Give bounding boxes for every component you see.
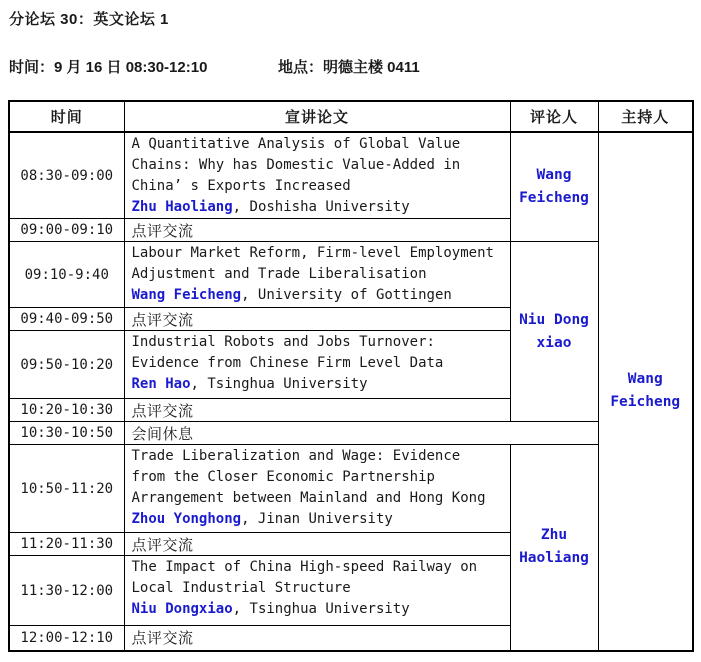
discussant-cell: Wang Feicheng [510,132,598,242]
time-cell: 11:30-12:00 [9,556,124,626]
paper-author: Zhu Haoliang [131,199,233,215]
col-header-papers: 宣讲论文 [124,101,510,132]
discussion-label-cell: 点评交流 [124,219,510,242]
schedule-table [8,100,694,652]
time-cell: 10:20-10:30 [9,399,124,422]
col-header-chair: 主持人 [598,101,693,132]
time-cell: 12:00-12:10 [9,626,124,651]
col-header-discussant: 评论人 [510,101,598,132]
table-row [9,132,693,219]
paper-title-line: Chains: Why has Domestic Value-Added in [131,157,461,173]
discussant-cell: Zhu Haoliang [510,445,598,651]
paper-author-line [132,285,508,306]
paper-title-line: Local Industrial Structure [131,580,351,596]
col-header-time: 时间 [9,101,124,132]
paper-title-line: A Quantitative Analysis of Global Value [131,136,461,152]
time-cell: 08:30-09:00 [9,132,124,219]
time-cell: 09:10-9:40 [9,242,124,308]
time-cell: 10:50-11:20 [9,445,124,533]
header-row [9,101,693,132]
paper-title-line: Industrial Robots and Jobs Turnover: [131,334,435,350]
paper-cell [124,242,510,308]
paper-author: Niu Dongxiao [131,601,233,617]
paper-title-line: Adjustment and Trade Liberalisation [131,266,427,282]
paper-author: Zhou Yonghong [131,511,242,527]
paper-affiliation: , University of Gottingen [241,287,452,303]
paper-author: Ren Hao [131,376,191,392]
paper-cell [124,132,510,219]
paper-title-line: Arrangement between Mainland and Hong Kong [131,490,486,506]
paper-title-line: China’ s Exports Increased [131,178,351,194]
paper-title-line: Evidence from Chinese Firm Level Data [131,355,444,371]
session-info [9,56,420,77]
paper-affiliation: , Tsinghua University [190,376,368,392]
time-cell: 09:40-09:50 [9,308,124,331]
time-cell: 09:50-10:20 [9,331,124,399]
time-cell: 10:30-10:50 [9,422,124,445]
paper-author-line [132,374,508,395]
paper-affiliation: , Tsinghua University [232,601,410,617]
discussion-label-cell: 点评交流 [124,399,510,422]
discussion-label-cell: 点评交流 [124,308,510,331]
discussion-label-cell: 点评交流 [124,533,510,556]
chair-cell: Wang Feicheng [598,132,693,651]
paper-cell [124,445,510,533]
paper-author-line [132,599,508,620]
table-row [9,422,693,445]
paper-author-line [132,509,508,530]
paper-cell [124,331,510,399]
discussant-cell: Niu Dong xiao [510,242,598,422]
table-row [9,445,693,533]
session-location: 地点：明德主楼 0411 [278,59,420,76]
paper-title-line: Trade Liberalization and Wage: Evidence [131,448,461,464]
paper-cell [124,556,510,626]
time-cell: 09:00-09:10 [9,219,124,242]
break-label-cell: 会间休息 [124,422,598,445]
paper-affiliation: , Jinan University [241,511,393,527]
paper-affiliation: , Doshisha University [232,199,410,215]
paper-author-line [132,197,508,218]
paper-title-line: from the Closer Economic Partnership [131,469,435,485]
table-row [9,242,693,308]
page-title: 分论坛 30：英文论坛 1 [9,11,169,28]
paper-author: Wang Feicheng [131,287,242,303]
session-time: 时间：9 月 16 日 08:30-12:10 [9,59,208,76]
paper-title-line: The Impact of China High-speed Railway on [131,559,478,575]
paper-title-line: Labour Market Reform, Firm-level Employment [131,245,494,261]
discussion-label-cell: 点评交流 [124,626,510,651]
time-cell: 11:20-11:30 [9,533,124,556]
